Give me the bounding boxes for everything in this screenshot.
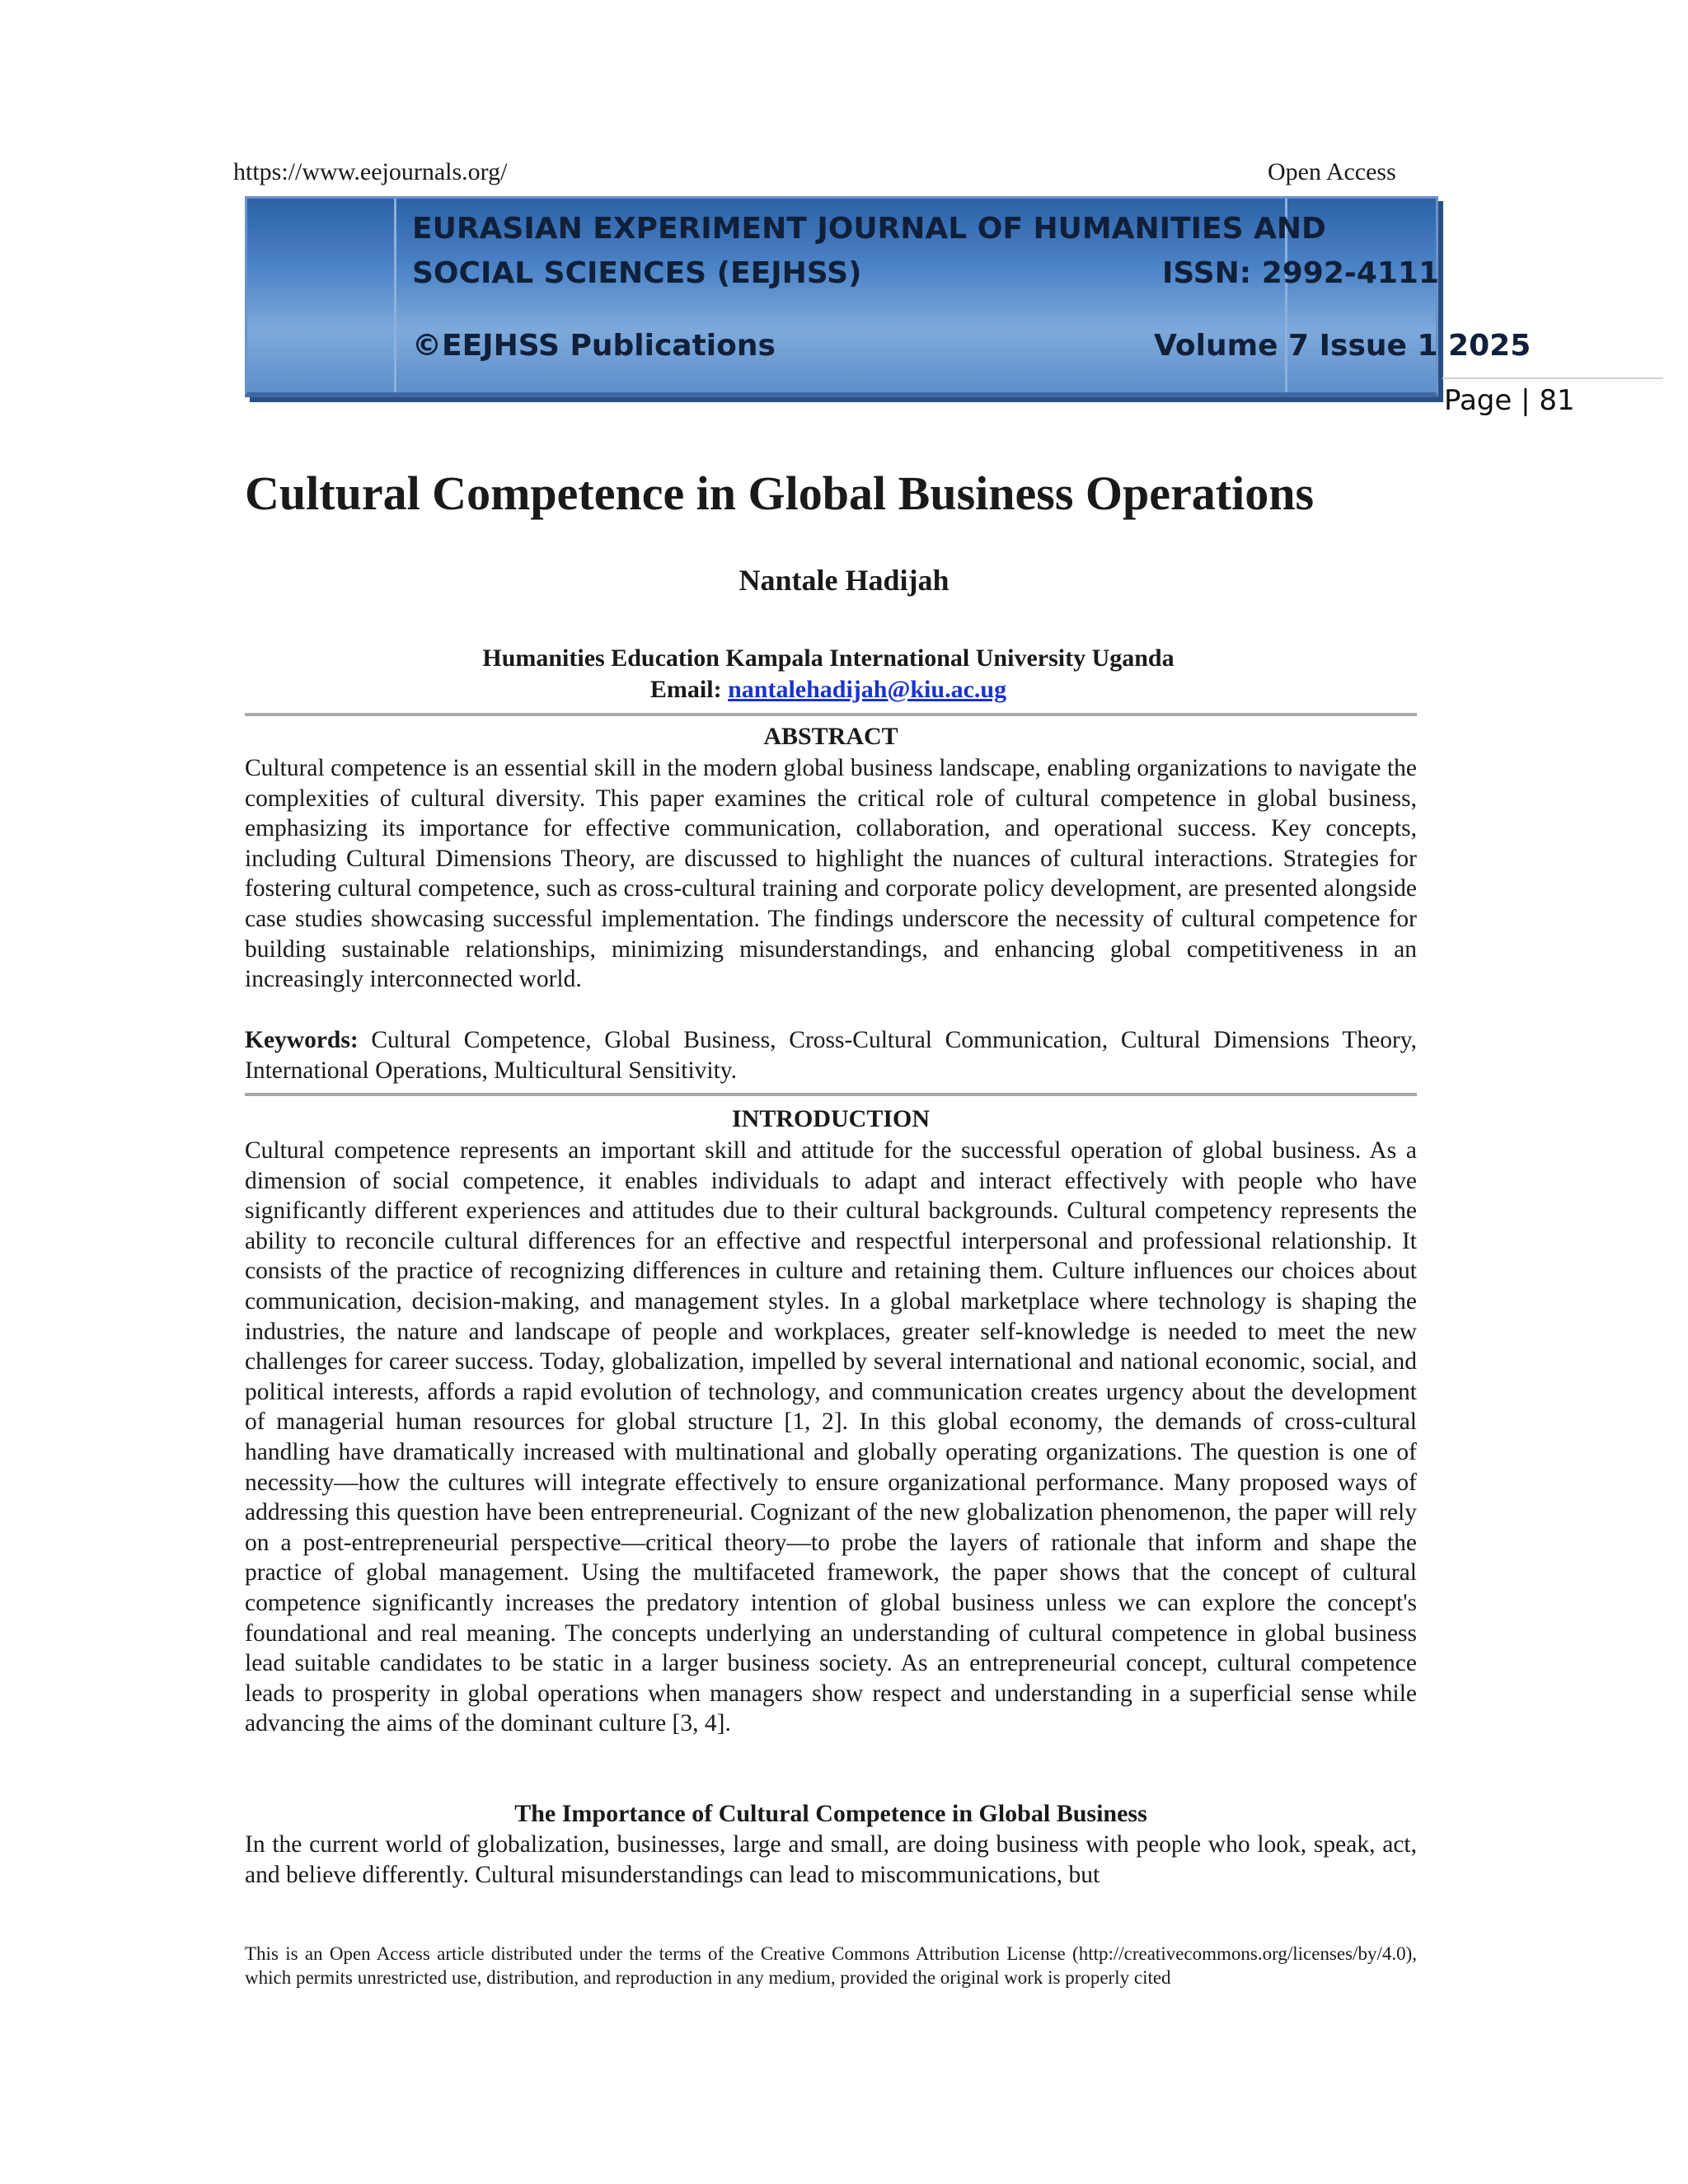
abstract-bottom-rule <box>245 1093 1417 1096</box>
email-label: Email: <box>649 676 722 703</box>
abstract-top-rule <box>245 713 1417 716</box>
page-number-rule <box>1442 377 1663 379</box>
page-number: Page | 81 <box>1444 384 1575 417</box>
author-name: Nantale Hadijah <box>738 564 950 597</box>
publisher-label: ©EEJHSS Publications <box>412 329 776 363</box>
author-affiliation: Humanities Education Kampala International University Uganda <box>482 644 1175 672</box>
journal-name-line2: SOCIAL SCIENCES (EEJHSS) <box>412 256 862 290</box>
keywords-list: Cultural Competence, Global Business, Cross-Cultural Communication, Cultural Dimensions Theory, International Operations, Multicultural Sensitivity. <box>245 1027 1418 1084</box>
journal-banner <box>245 196 1531 397</box>
journal-issn: ISSN: 2992-4111 <box>1162 256 1440 290</box>
author-email-line <box>0 676 1657 704</box>
abstract-heading: ABSTRACT <box>763 723 898 750</box>
paper-title: Cultural Competence in Global Business Operations <box>245 466 1315 520</box>
importance-heading: The Importance of Cultural Competence in Global Business <box>514 1800 1147 1827</box>
volume-issue: Volume 7 Issue 1 2025 <box>1154 329 1531 363</box>
introduction-heading: INTRODUCTION <box>731 1105 931 1132</box>
keywords-label: Keywords: <box>245 1027 359 1053</box>
open-access-label: Open Access <box>1268 158 1396 185</box>
journal-url: https://www.eejournals.org/ <box>233 158 508 185</box>
abstract-text: Cultural competence is an essential skill in the modern global business landscape, enabling organizations to navigate the complexities of cultural diversity. This paper examines the critical role of cultural competence in global business, emphasizing its importance for effective communication, collaboration, and operational success. Key concepts, including Cultural Dimensions Theory, are discussed to highlight the nuances of cultural interactions. Strategies for fostering cultural competence, such as cross-cultural training and corporate policy development, are presented alongside case studies showcasing successful implementation. The findings underscore the necessity of cultural competence for building sustainable relationships, minimizing misunderstandings, and enhancing global competitiveness in an increasingly interconnected world. <box>245 755 1417 993</box>
license-footer: This is an Open Access article distributed under the terms of the Creative Commons Attribution License (http://creativecommons.org/licenses/by/4.0), which permits unrestricted use, distribution, and reproduction in any medium, provided the original work is properly cited <box>245 1943 1417 1988</box>
introduction-text: Cultural competence represents an important skill and attitude for the successful operation of global business. As a dimension of social competence, it enables individuals to adapt and interact effectively with people who have significantly different experiences and attitudes due to their cultural backgrounds. Cultural competency represents the ability to reconcile cultural differences for an effective and respectful interpersonal and professional relationship. It consists of the practice of recognizing differences in culture and retaining them. Culture influences our choices about communication, decision-making, and management styles. In a global marketplace where technology is shaping the industries, the nature and landscape of people and workplaces, greater self-knowledge is needed to meet the new challenges for career success. Today, globalization, impelled by several international and national economic, social, and political interests, affords a rapid evolution of technology, and communication creates urgency about the development of managerial human resources for global structure [1, 2]. In this global economy, the demands of cross-cultural handling have dramatically increased with multinational and globally operating organizations. The question is one of necessity—how the cultures will integrate effectively to ensure organizational performance. Many proposed ways of addressing this question have been entrepreneurial. Cognizant of the new globalization phenomenon, the paper will rely on a post-entrepreneurial perspective—critical theory—to probe the layers of rationale that inform and shape the practice of global management. Using the multifaceted framework, the paper shows that the concept of cultural competence significantly increases the predatory intention of global business unless we can explore the concept's foundational and real meaning. The concepts underlying an understanding of cultural competence in global business lead suitable candidates to be static in a larger business society. As an entrepreneurial concept, cultural competence leads to prosperity in global operations when managers show respect and understanding in a superficial sense while advancing the aims of the dominant culture [3, 4]. <box>245 1137 1417 1737</box>
journal-name-line1: EURASIAN EXPERIMENT JOURNAL OF HUMANITIES AND <box>412 212 1326 246</box>
author-email-link[interactable]: nantalehadijah@kiu.ac.ug <box>728 676 1007 703</box>
importance-text: In the current world of globalization, businesses, large and small, are doing business with people who look, speak, act, and believe differently. Cultural misunderstandings can lead to miscommunications, but <box>245 1831 1417 1888</box>
keywords-paragraph <box>245 1025 1417 1085</box>
